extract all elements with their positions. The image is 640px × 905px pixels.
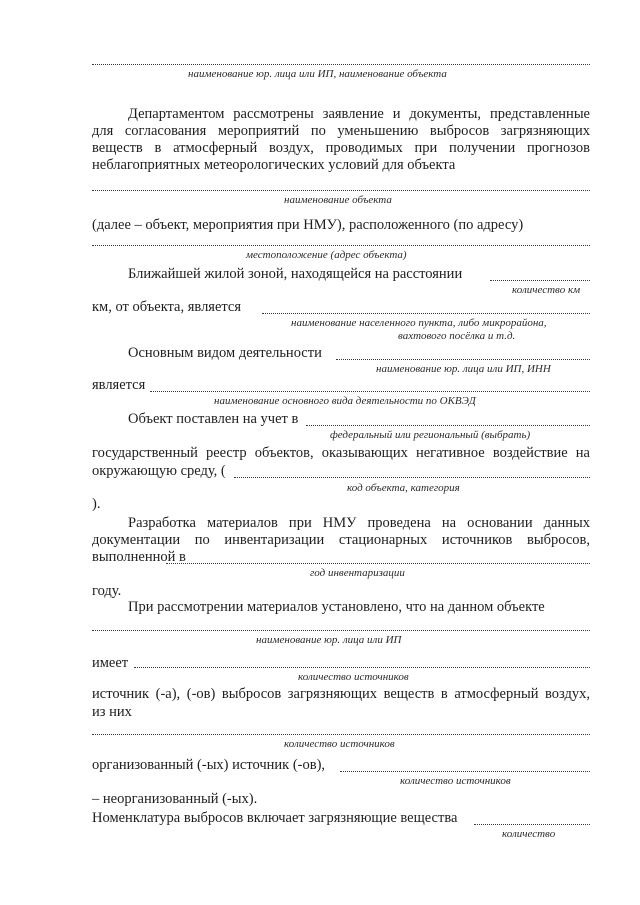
paragraph-1-line-2: для согласования мероприятий по уменьшению выбросов загрязняющих (92, 123, 590, 139)
settlement-caption-1: наименование населенного пункта, либо микрорайона, (291, 317, 547, 329)
okved-caption: наименование основного вида деятельности по ОКВЭД (214, 395, 476, 407)
entity-object-caption: наименование юр. лица или ИП, наименование объекта (188, 68, 447, 80)
sources-count-line-2[interactable] (92, 734, 590, 735)
settlement-line[interactable] (262, 313, 590, 314)
entity-inn-caption: наименование юр. лица или ИП, ИНН (376, 363, 551, 375)
count-caption: количество (502, 828, 556, 840)
sources-count-caption-2: количество источников (284, 738, 395, 750)
paragraph-6-line-2: документации по инвентаризации стационарных источников выбросов, (92, 532, 590, 548)
object-name-line[interactable] (92, 190, 590, 191)
paragraph-6-line-1: Разработка материалов при НМУ проведена на основании данных (128, 515, 590, 531)
sources-count-line-1[interactable] (134, 667, 590, 668)
location-line[interactable] (92, 245, 590, 246)
paragraph-5-line-2: государственный реестр объектов, оказывающих негативное воздействие на (92, 445, 590, 461)
paragraph-5-end: ). (92, 496, 101, 512)
sources-count-caption-1: количество источников (298, 671, 409, 683)
entity-object-line[interactable] (92, 64, 590, 65)
sources-count-line-3[interactable] (340, 771, 590, 772)
okved-line[interactable] (150, 391, 590, 392)
inventory-year-caption: год инвентаризации (310, 567, 405, 579)
location-caption: местоположение (адрес объекта) (246, 249, 407, 261)
paragraph-3: Ближайшей жилой зоной, находящейся на расстоянии (128, 266, 463, 282)
distance-caption: количество км (512, 284, 581, 296)
distance-line[interactable] (490, 280, 590, 281)
paragraph-5: Объект поставлен на учет в (128, 411, 299, 427)
paragraph-12: Номенклатура выбросов включает загрязняющие вещества (92, 810, 458, 826)
paragraph-4: Основным видом деятельности (128, 345, 322, 361)
object-code-line[interactable] (234, 477, 590, 478)
paragraph-5-line-3: окружающую среду, ( (92, 463, 226, 479)
paragraph-6-line-3: выполненной в (92, 549, 186, 565)
paragraph-7: При рассмотрении материалов установлено, что на данном объекте (128, 599, 545, 615)
registry-caption: федеральный или региональный (выбрать) (330, 429, 531, 441)
paragraph-10: организованный (-ых) источник (-ов), (92, 757, 326, 773)
paragraph-1-line-1: Департаментом рассмотрены заявление и документы, представленные (128, 106, 590, 122)
paragraph-2: (далее – объект, мероприятия при НМУ), расположенного (по адресу) (92, 217, 524, 233)
paragraph-11: – неорганизованный (-ых). (92, 791, 258, 807)
paragraph-9-line-2: из них (92, 704, 132, 720)
entity-caption: наименование юр. лица или ИП (256, 634, 402, 646)
paragraph-1-line-4: неблагоприятных метеорологических условий для объекта (92, 157, 456, 173)
registry-line[interactable] (306, 425, 590, 426)
settlement-caption-2: вахтового посёлка и т.д. (398, 330, 516, 342)
paragraph-9-line-1: источник (-а), (-ов) выбросов загрязняющих веществ в атмосферный воздух, (92, 686, 590, 702)
count-line[interactable] (474, 824, 590, 825)
paragraph-3-cont: км, от объекта, является (92, 299, 242, 315)
entity-inn-line[interactable] (336, 359, 590, 360)
paragraph-1-line-3: веществ в атмосферный воздух, проводимых при получении прогнозов (92, 140, 590, 156)
paragraph-6-end: году. (92, 583, 122, 599)
paragraph-8: имеет (92, 655, 129, 671)
inventory-year-line[interactable] (166, 563, 590, 564)
object-name-caption: наименование объекта (284, 194, 392, 206)
object-code-caption: код объекта, категория (347, 482, 460, 494)
sources-count-caption-3: количество источников (400, 775, 511, 787)
entity-line[interactable] (92, 630, 590, 631)
paragraph-4-cont: является (92, 377, 146, 393)
